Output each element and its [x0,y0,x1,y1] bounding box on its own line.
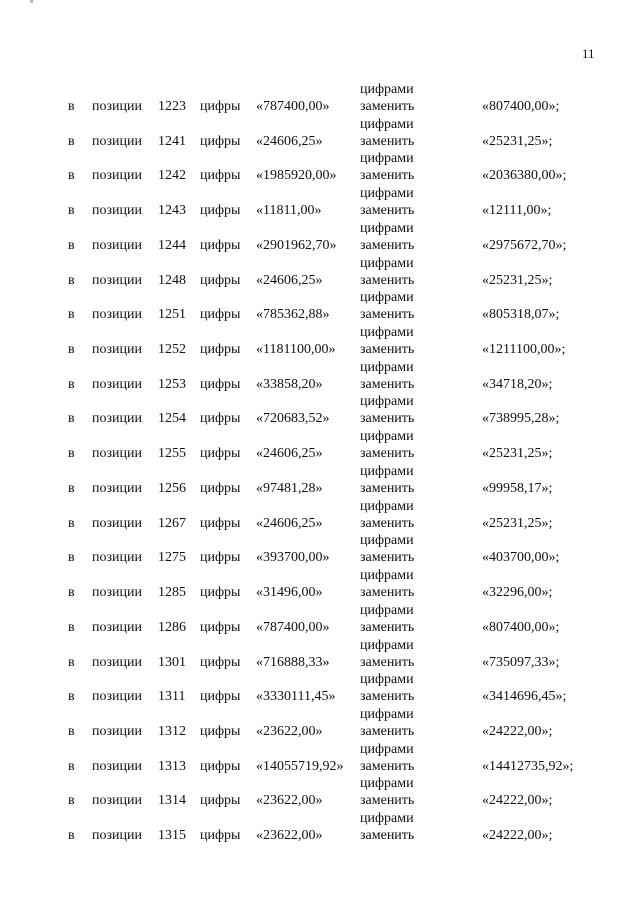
prefix-text: в [68,307,75,323]
digits-word: цифры [200,99,241,114]
amendment-row [0,221,639,256]
position-number: 1314 [158,793,186,809]
prefix-text: в [68,203,75,219]
position-word: позиции [92,828,142,844]
prefix-text: в [68,237,75,253]
replace-word: заменить [360,237,415,253]
new-value: «1211100,00»; [482,342,566,358]
position-word: позиции [92,237,142,253]
position-word: позиции [92,758,142,774]
new-value: «25231,25»; [482,272,553,288]
ciframi-word: цифрами [360,498,414,514]
replace-word: заменить [360,411,415,427]
old-value: «1985920,00» [256,168,337,184]
new-value: «24222,00»; [482,828,553,844]
replace-word: заменить [360,758,415,774]
position-word: позиции [92,342,142,358]
old-value: «1181100,00» [256,342,336,358]
position-word: позиции [92,654,142,670]
new-value: «24222,00»; [482,723,553,739]
position-number: 1313 [158,758,186,774]
digits-word: цифры [200,342,241,358]
replace-word: заменить [360,133,415,149]
amendment-row [0,117,639,152]
ciframi-word: цифрами [360,463,414,479]
amendment-row [0,776,639,811]
prefix-text: в [68,376,75,392]
replace-word: заменить [360,515,415,531]
amendment-row [0,811,639,846]
digits-word: цифры [200,480,241,496]
replace-word: заменить [360,793,415,809]
old-value: «11811,00» [256,203,322,219]
position-number: 1312 [158,723,186,739]
replace-word: заменить [360,99,415,114]
amendment-row [0,256,639,291]
replace-word: заменить [360,828,415,844]
prefix-text: в [68,133,75,149]
old-value: «24606,25» [256,515,323,531]
new-value: «14412735,92»; [482,758,574,774]
position-word: позиции [92,480,142,496]
position-number: 1243 [158,203,186,219]
ciframi-word: цифрами [360,220,414,236]
prefix-text: в [68,723,75,739]
digits-word: цифры [200,272,241,288]
position-number: 1286 [158,619,186,635]
replace-word: заменить [360,342,415,358]
amendment-row [0,325,639,360]
prefix-text: в [68,168,75,184]
new-value: «805318,07»; [482,307,560,323]
position-number: 1251 [158,307,186,323]
amendment-row [0,82,639,117]
new-value: «32296,00»; [482,585,553,601]
new-value: «24222,00»; [482,793,553,809]
position-number: 1241 [158,133,186,149]
digits-word: цифры [200,793,241,809]
new-value: «25231,25»; [482,446,553,462]
amendment-row [0,360,639,395]
ciframi-word: цифрами [360,359,414,375]
replace-word: заменить [360,480,415,496]
ciframi-word: цифрами [360,533,414,549]
digits-word: цифры [200,689,241,705]
prefix-text: в [68,99,75,114]
position-number: 1252 [158,342,186,358]
digits-word: цифры [200,203,241,219]
prefix-text: в [68,793,75,809]
new-value: «2036380,00»; [482,168,567,184]
position-number: 1223 [158,99,186,114]
replace-word: заменить [360,654,415,670]
amendment-row [0,499,639,534]
position-word: позиции [92,307,142,323]
digits-word: цифры [200,307,241,323]
position-number: 1256 [158,480,186,496]
old-value: «23622,00» [256,723,323,739]
digits-word: цифры [200,585,241,601]
page-number: 11 [582,46,595,61]
ciframi-word: цифрами [360,116,414,132]
digits-word: цифры [200,446,241,462]
ciframi-word: цифрами [360,637,414,653]
replace-word: заменить [360,550,415,566]
position-word: позиции [92,689,142,705]
replace-word: заменить [360,723,415,739]
digits-word: цифры [200,758,241,774]
position-number: 1242 [158,168,186,184]
amendment-row [0,394,639,429]
digits-word: цифры [200,828,241,844]
position-word: позиции [92,446,142,462]
new-value: «3414696,45»; [482,689,567,705]
position-number: 1301 [158,654,186,670]
new-value: «12111,00»; [482,203,552,219]
replace-word: заменить [360,619,415,635]
position-number: 1244 [158,237,186,253]
ciframi-word: цифрами [360,706,414,722]
replace-word: заменить [360,585,415,601]
old-value: «393700,00» [256,550,330,566]
ciframi-word: цифрами [360,741,414,757]
position-word: позиции [92,793,142,809]
replace-word: заменить [360,203,415,219]
position-number: 1267 [158,515,186,531]
position-word: позиции [92,133,142,149]
amendment-row [0,672,639,707]
position-number: 1254 [158,411,186,427]
replace-word: заменить [360,307,415,323]
old-value: «24606,25» [256,133,323,149]
digits-word: цифры [200,411,241,427]
new-value: «34718,20»; [482,376,553,392]
new-value: «738995,28»; [482,411,560,427]
replace-word: заменить [360,168,415,184]
prefix-text: в [68,272,75,288]
new-value: «25231,25»; [482,133,553,149]
position-word: позиции [92,585,142,601]
prefix-text: в [68,550,75,566]
new-value: «807400,00»; [482,619,560,635]
ciframi-word: цифрами [360,290,414,306]
position-number: 1311 [158,689,186,705]
prefix-text: в [68,619,75,635]
new-value: «2975672,70»; [482,237,567,253]
prefix-text: в [68,689,75,705]
ciframi-word: цифрами [360,394,414,410]
amendment-row [0,186,639,221]
amendment-row [0,290,639,325]
replace-word: заменить [360,376,415,392]
position-word: позиции [92,99,142,114]
old-value: «2901962,70» [256,237,337,253]
old-value: «33858,20» [256,376,323,392]
amendment-row [0,568,639,603]
position-number: 1253 [158,376,186,392]
amendment-row [0,151,639,186]
position-word: позиции [92,550,142,566]
amendment-row [0,533,639,568]
digits-word: цифры [200,723,241,739]
prefix-text: в [68,828,75,844]
old-value: «97481,28» [256,480,323,496]
ciframi-word: цифрами [360,776,414,792]
old-value: «14055719,92» [256,758,344,774]
old-value: «787400,00» [256,619,330,635]
digits-word: цифры [200,654,241,670]
position-word: позиции [92,515,142,531]
old-value: «787400,00» [256,99,330,114]
old-value: «31496,00» [256,585,323,601]
prefix-text: в [68,480,75,496]
position-word: позиции [92,168,142,184]
old-value: «3330111,45» [256,689,336,705]
prefix-text: в [68,585,75,601]
digits-word: цифры [200,168,241,184]
prefix-text: в [68,758,75,774]
new-value: «25231,25»; [482,515,553,531]
prefix-text: в [68,515,75,531]
amendment-row [0,464,639,499]
old-value: «785362,88» [256,307,330,323]
ciframi-word: цифрами [360,186,414,202]
old-value: «24606,25» [256,446,323,462]
old-value: «716888,33» [256,654,330,670]
position-word: позиции [92,203,142,219]
digits-word: цифры [200,376,241,392]
position-number: 1255 [158,446,186,462]
prefix-text: в [68,654,75,670]
position-word: позиции [92,723,142,739]
position-number: 1315 [158,828,186,844]
scan-mark [30,0,33,3]
new-value: «403700,00»; [482,550,560,566]
position-number: 1275 [158,550,186,566]
ciframi-word: цифрами [360,325,414,341]
amendment-row [0,638,639,673]
ciframi-word: цифрами [360,602,414,618]
prefix-text: в [68,342,75,358]
replace-word: заменить [360,689,415,705]
position-word: позиции [92,411,142,427]
prefix-text: в [68,446,75,462]
amendment-row [0,707,639,742]
digits-word: цифры [200,515,241,531]
amendment-row [0,429,639,464]
ciframi-word: цифрами [360,255,414,271]
prefix-text: в [68,411,75,427]
old-value: «24606,25» [256,272,323,288]
old-value: «23622,00» [256,828,323,844]
position-number: 1248 [158,272,186,288]
replace-word: заменить [360,446,415,462]
ciframi-word: цифрами [360,151,414,167]
new-value: «735097,33»; [482,654,560,670]
replace-word: заменить [360,272,415,288]
position-word: позиции [92,376,142,392]
ciframi-word: цифрами [360,82,414,97]
digits-word: цифры [200,619,241,635]
ciframi-word: цифрами [360,672,414,688]
digits-word: цифры [200,133,241,149]
position-word: позиции [92,272,142,288]
digits-word: цифры [200,550,241,566]
new-value: «807400,00»; [482,99,560,114]
amendment-row [0,603,639,638]
amendment-row [0,742,639,777]
new-value: «99958,17»; [482,480,553,496]
ciframi-word: цифрами [360,429,414,445]
position-word: позиции [92,619,142,635]
position-number: 1285 [158,585,186,601]
old-value: «23622,00» [256,793,323,809]
digits-word: цифры [200,237,241,253]
ciframi-word: цифрами [360,811,414,827]
old-value: «720683,52» [256,411,330,427]
ciframi-word: цифрами [360,568,414,584]
